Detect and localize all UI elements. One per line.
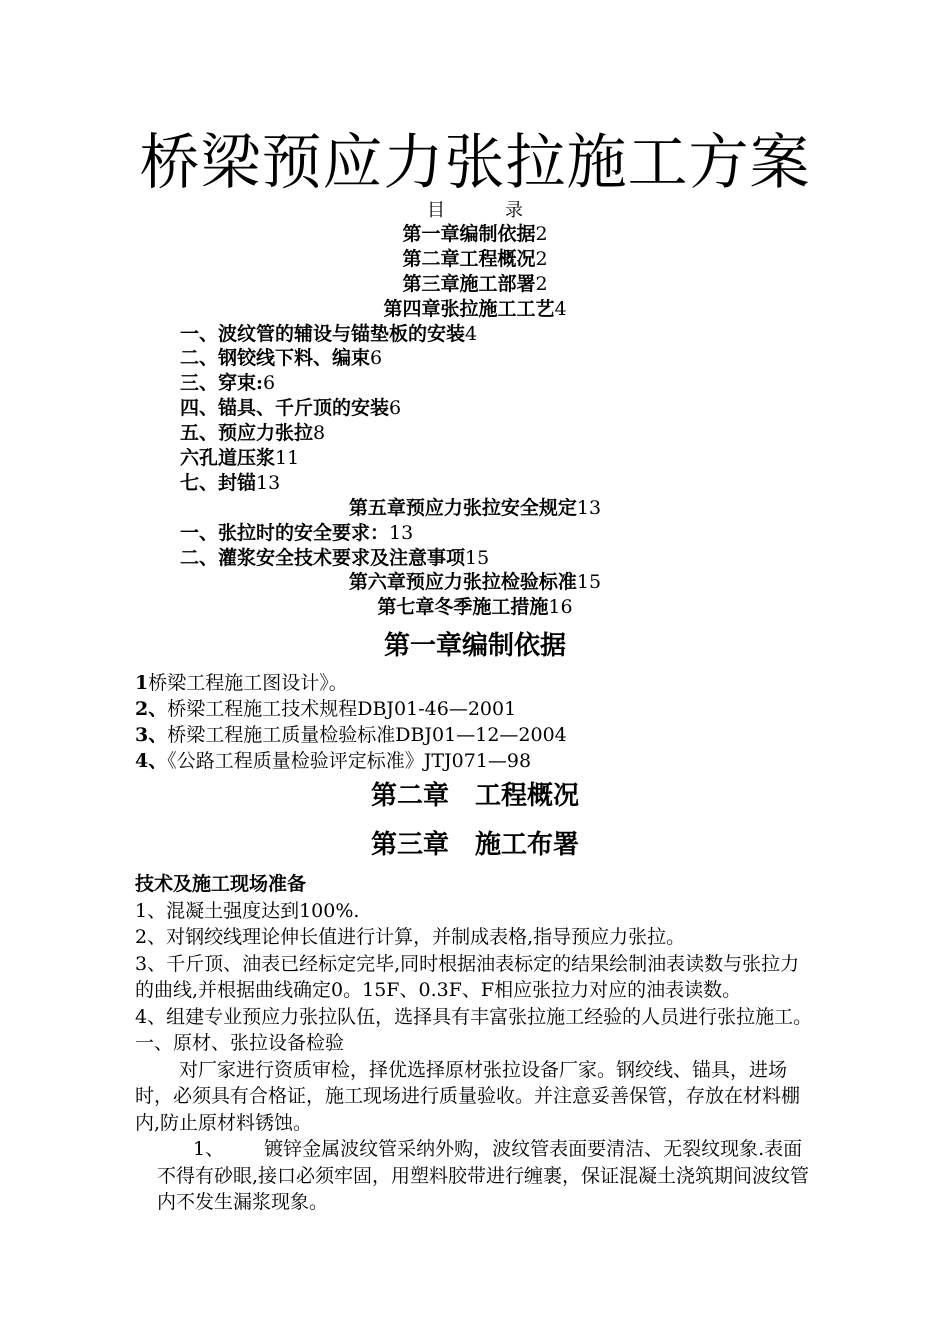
section-subheading: 技术及施工现场准备 [135,873,307,895]
toc-entry-page: 6 [263,372,276,395]
toc-entry-page: 13 [389,521,414,544]
chapter3-heading: 第三章 施工布署 [370,830,579,860]
toc-entry-title: 第一章编制依据 [402,223,536,245]
toc-entry[interactable] [0,570,950,595]
toc-entry-page: 2 [535,223,548,245]
reference-text: 《公路工程质量检验评定标准》JTJ071—98 [167,750,532,772]
toc-entry[interactable] [0,471,950,496]
item-number: 1、 [193,1138,225,1160]
toc-entry-title: 三、穿束: [180,372,264,395]
toc-entry-title: 第四章张拉施工工艺 [383,297,555,320]
reference-item [135,748,835,774]
reference-number: 1 [135,672,149,694]
reference-text: 桥梁工程施工图设计》。 [148,672,348,694]
toc-entry[interactable] [0,371,950,396]
toc-entry[interactable] [0,496,950,521]
toc-heading-char: 目 [427,200,445,221]
table-of-contents [0,222,950,620]
toc-entry[interactable] [0,521,950,546]
toc-entry[interactable] [0,446,950,471]
section-heading: 一、原材、张拉设备检验 [135,1032,345,1054]
toc-entry-page: 6 [389,397,402,420]
toc-heading-char: 录 [505,200,523,221]
toc-entry[interactable] [0,546,950,571]
paragraph: 1、混凝土强度达到100%. [135,899,360,922]
paragraph: 2、对钢绞线理论伸长值进行计算，并制成表格,指导预应力张拉。 [135,926,686,948]
toc-entry[interactable] [0,421,950,446]
paragraph: 3、千斤顶、油表已经标定完毕,同时根据油表标定的结果绘制油表读数与张拉力的曲线,并根据曲线确定0。15F、0.3F、F相应张拉力对应的油表读数。 [135,952,800,1001]
toc-entry-page: 13 [576,496,602,519]
toc-entry-title: 第七章冬季施工措施 [377,596,549,619]
toc-entry-title: 四、锚具、千斤顶的安装 [180,397,390,420]
numbered-item [135,1136,815,1216]
reference-item [135,670,835,696]
toc-entry[interactable] [0,272,950,297]
toc-entry[interactable] [0,396,950,421]
toc-entry-page: 11 [275,447,300,470]
toc-entry-title: 第五章预应力张拉安全规定 [348,496,577,519]
chapter1-heading: 第一章编制依据 [383,631,566,661]
toc-heading [0,198,950,224]
toc-entry-page: 15 [576,571,602,594]
toc-entry[interactable] [0,346,950,371]
toc-entry[interactable] [0,322,950,347]
document-title: 桥梁预应力张拉施工方案 [139,128,811,198]
toc-entry[interactable] [0,297,950,322]
reference-list [135,670,835,774]
toc-entry[interactable] [0,222,950,247]
reference-text: 桥梁工程施工技术规程DBJ01-46—2001 [167,698,517,720]
toc-entry-title: 第六章预应力张拉检验标准 [348,571,577,594]
chapter3-body [135,871,815,1216]
toc-entry-title: 六孔道压浆 [180,447,276,470]
reference-number: 4、 [135,750,168,772]
item-text: 镀锌金属波纹管采纳外购，波纹管表面要清洁、无裂纹现象.表面不得有砂眼,接口必须牢固，用塑料胶带进行缠裹，保证混凝土浇筑期间波纹管内不发生漏浆现象。 [157,1138,810,1213]
toc-entry-title: 一、波纹管的辅设与锚垫板的安装 [180,322,466,345]
toc-entry-page: 15 [465,546,490,569]
toc-entry-title: 第三章施工部署 [402,272,536,295]
paragraph: 对厂家进行资质审检，择优选择原材张拉设备厂家。钢绞线、锚具，进场时，必须具有合格证，施工现场进行质量验收。并注意妥善保管，存放在材料棚内,防止原材料锈蚀。 [135,1058,801,1134]
toc-entry-page: 2 [535,247,548,270]
reference-number: 3、 [135,724,168,746]
toc-entry-page: 2 [535,272,548,295]
paragraph: 4、组建专业预应力张拉队伍，选择具有丰富张拉施工经验的人员进行张拉施工。 [135,1005,813,1028]
toc-entry-page: 4 [465,322,478,345]
toc-entry-title: 七、封锚 [180,471,257,494]
toc-entry-title: 二、钢铰线下料、编束 [180,347,371,370]
toc-entry[interactable] [0,247,950,272]
toc-entry-page: 13 [256,471,281,494]
toc-entry-page: 4 [554,297,567,320]
toc-entry-title: 一、张拉时的安全要求： [180,521,390,544]
toc-entry-title: 二、灌浆安全技术要求及注意事项 [180,546,466,569]
toc-entry[interactable] [0,595,950,620]
reference-text: 桥梁工程施工质量检验标准DBJ01—12—2004 [167,724,567,746]
toc-entry-page: 6 [370,347,383,370]
toc-entry-title: 第二章工程概况 [402,247,536,270]
reference-item [135,696,835,722]
chapter2-heading: 第二章 工程概况 [370,781,579,811]
reference-number: 2、 [135,698,168,720]
toc-entry-title: 五、预应力张拉 [180,422,314,445]
toc-entry-page: 8 [313,422,326,445]
toc-entry-page: 16 [548,596,573,619]
reference-item [135,722,835,748]
